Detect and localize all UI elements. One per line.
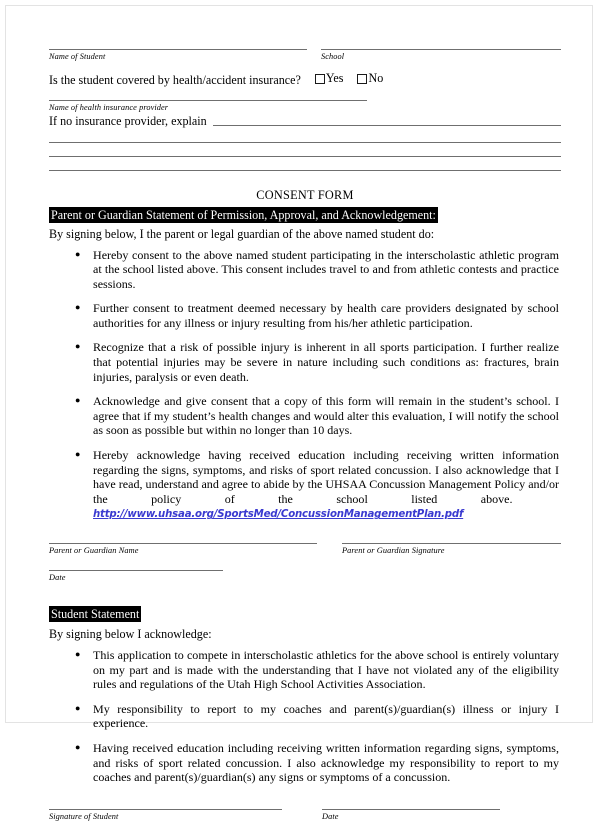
concussion-bullet-text: Hereby acknowledge having received education including receiving written information regarding the signs, symptoms, and risks of sport related concussion. I also acknowledge that I have read, understand and agree to abide by the UHSAA Concussion Management Policy and/or the policy of the school listed above. [93, 448, 559, 506]
explain-blank-line-2[interactable] [49, 156, 561, 157]
student-signature-field[interactable] [49, 809, 282, 822]
name-of-student-field[interactable] [49, 49, 307, 62]
student-statement-bullets [49, 648, 561, 785]
insurance-provider-rule [49, 100, 367, 101]
list-item: ● Further consent to treatment deemed necessary by health care providers designated by school authorities for any illness or injury resulting from his/her athletic participation. [49, 301, 561, 330]
list-item: ● Hereby consent to the above named student participating in the interscholastic athletic program at the school listed above. This consent includes travel to and from athletic contests and practice sessions. [49, 248, 561, 292]
list-item: ● Acknowledge and give consent that a copy of this form will remain in the student’s school. I agree that if my student’s health changes and would alter this evaluation, I will notify the school as soon as possible but within no longer than 10 days. [49, 394, 561, 438]
parent-statement-bullets [49, 248, 561, 524]
student-statement-heading-wrap [49, 602, 561, 623]
student-date-field[interactable] [322, 809, 500, 822]
page-title: CONSENT FORM [256, 187, 354, 202]
document-page [5, 5, 593, 821]
form-content [49, 49, 561, 822]
parent-statement-heading: Parent or Guardian Statement of Permission, Approval, and Acknowledgement: [51, 207, 436, 222]
student-signature-rule [49, 809, 282, 810]
list-item: ● My responsibility to report to my coaches and parent(s)/guardian(s) illness or injury I experience. [49, 702, 561, 731]
school-field[interactable] [321, 49, 561, 62]
student-statement-heading: Student Statement [51, 607, 140, 621]
list-item: ● Recognize that a risk of possible injury is inherent in all sports participation. I further realize that potential injuries may be severe in nature including such conditions as: fractures, brain injuries, paralysis or even death. [49, 340, 561, 384]
explain-row [49, 114, 561, 129]
insurance-yes-label: Yes [325, 71, 344, 85]
parent-date-field[interactable] [49, 570, 223, 583]
name-of-student-caption: Name of Student [49, 52, 106, 61]
list-item-concussion [49, 448, 561, 523]
explain-input-rule[interactable] [213, 125, 561, 126]
explain-blank-line-3[interactable] [49, 170, 561, 171]
parent-date-rule [49, 570, 223, 571]
insurance-no-label: No [368, 71, 384, 85]
parent-name-caption: Parent or Guardian Name [49, 546, 139, 555]
parent-signature-field[interactable] [342, 543, 561, 556]
insurance-no-option[interactable] [357, 71, 383, 86]
parent-name-rule [49, 543, 317, 544]
parent-date-caption: Date [49, 573, 66, 582]
school-caption: School [321, 52, 345, 61]
parent-name-field[interactable] [49, 543, 317, 556]
student-signature-caption: Signature of Student [49, 811, 119, 821]
student-signature-row [49, 809, 561, 822]
student-date-caption: Date [322, 811, 339, 821]
parent-statement-lead-in: By signing below, I the parent or legal guardian of the above named student do: [49, 226, 435, 241]
checkbox-icon[interactable] [315, 74, 325, 84]
explain-label: If no insurance provider, explain [49, 113, 207, 128]
spacer [282, 809, 322, 822]
spacer [317, 543, 342, 556]
insurance-question-label: Is the student covered by health/accident insurance? [49, 72, 301, 87]
student-statement-lead-in: By signing below I acknowledge: [49, 627, 212, 641]
insurance-provider-field[interactable] [49, 100, 561, 113]
checkbox-icon[interactable] [357, 74, 367, 84]
parent-statement-heading-wrap [49, 203, 561, 224]
insurance-yes-option[interactable] [315, 71, 344, 86]
list-item: ● This application to compete in interscholastic athletics for the above school is entirely voluntary on my part and is made with the understanding that I have not violated any of the eligibility rules and regulations of the Utah High School Activities Association. [49, 648, 561, 692]
school-rule [321, 49, 561, 50]
concussion-management-plan-link[interactable]: http://www.uhsaa.org/SportsMed/ConcussionManagementPlan.pdf [93, 509, 464, 521]
insurance-provider-caption: Name of health insurance provider [49, 102, 169, 112]
insurance-question-row [49, 71, 561, 88]
list-item: ● Having received education including receiving written information regarding signs, symptoms, and risks of sport related concussion. I also acknowledge my responsibility to report to my coaches and parent(s)/guardian(s) any signs or symptoms of a concussion. [49, 741, 561, 785]
student-school-row [49, 49, 561, 62]
student-date-rule [322, 809, 500, 810]
name-of-student-rule [49, 49, 307, 50]
explain-blank-line-1[interactable] [49, 142, 561, 143]
parent-signature-row [49, 543, 561, 556]
parent-signature-rule [342, 543, 561, 544]
parent-signature-caption: Parent or Guardian Signature [342, 546, 445, 555]
